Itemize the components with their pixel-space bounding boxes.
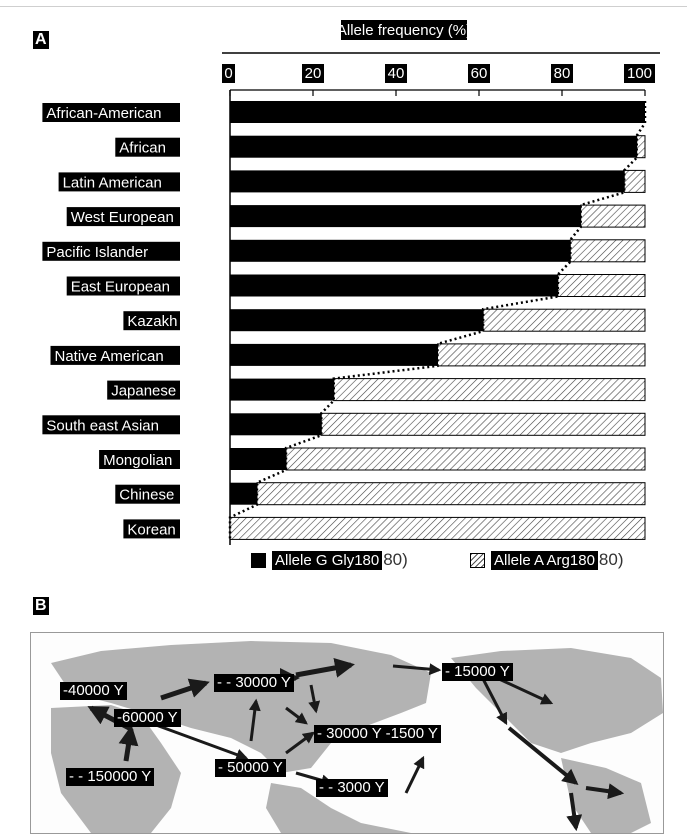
bar-arg180: [558, 275, 645, 297]
panel-a-label: A: [35, 31, 47, 48]
map-label-30000-north: - - 30000 Y: [214, 674, 294, 692]
bar-gly180: [230, 309, 483, 331]
category-label: Korean: [127, 521, 176, 539]
legend-swatch-hatched: [470, 553, 485, 568]
category-label: South east Asian: [46, 417, 159, 435]
bar-gly180: [230, 205, 581, 227]
category-label: Pacific Islander: [46, 243, 149, 261]
bar-arg180: [334, 379, 645, 401]
bar-arg180: [257, 483, 645, 505]
category-label: East European: [70, 278, 170, 296]
bar-gly180: [230, 136, 637, 158]
category-label: Native American: [54, 347, 164, 365]
bar-gly180: [230, 448, 286, 470]
migration-arrow: [406, 758, 423, 793]
category-label: Mongolian: [103, 452, 173, 469]
map-label-150000: - - 150000 Y: [66, 768, 154, 786]
legend-tail-gly180: 80): [383, 550, 408, 569]
bar-arg180: [581, 205, 645, 227]
map-label-3000: - - 3000 Y: [316, 779, 388, 797]
map-label-15000: - 15000 Y: [442, 663, 513, 681]
x-tick-label: 100: [626, 65, 653, 82]
category-label: Japanese: [111, 382, 177, 400]
x-tick-label: 0: [224, 65, 233, 82]
bar-arg180: [230, 517, 645, 539]
category-label: Kazakh: [127, 313, 178, 331]
legend-swatch-solid: [251, 553, 266, 568]
panel-b-label: B: [35, 597, 47, 614]
x-tick-label: 40: [387, 65, 405, 82]
map-label-60000: -60000 Y: [114, 709, 181, 727]
bar-gly180: [230, 101, 645, 123]
x-tick-label: 20: [304, 65, 322, 82]
migration-map: [30, 632, 664, 834]
bar-gly180: [230, 483, 257, 505]
bar-arg180: [570, 240, 645, 262]
bar-arg180: [321, 413, 645, 435]
bar-arg180: [624, 170, 645, 192]
bar-gly180: [230, 344, 438, 366]
bar-gly180: [230, 275, 558, 297]
bar-arg180: [483, 309, 645, 331]
x-tick-label: 80: [553, 65, 571, 82]
bar-gly180: [230, 170, 624, 192]
legend-label-arg180: Allele A Arg180: [491, 551, 598, 570]
category-label: African-American: [46, 105, 162, 122]
chart-title: Allele frequency (%): [336, 22, 472, 39]
map-label-40000: -40000 Y: [60, 682, 127, 700]
x-tick-label: 60: [470, 65, 488, 82]
legend-label-gly180: Allele G Gly180: [272, 551, 382, 570]
bar-gly180: [230, 413, 321, 435]
legend-item-arg180: [470, 549, 624, 571]
category-label: Chinese: [119, 486, 175, 504]
category-label: African: [119, 139, 166, 157]
legend-item-gly180: [251, 549, 408, 571]
bar-gly180: [230, 240, 570, 262]
bar-gly180: [230, 379, 334, 401]
bar-arg180: [286, 448, 645, 470]
map-label-50000: - 50000 Y: [215, 759, 286, 777]
bar-arg180: [438, 344, 646, 366]
map-label-30000-1500: - 30000 Y -1500 Y: [314, 725, 441, 743]
legend-tail-arg180: 80): [598, 550, 624, 569]
category-label: Latin American: [62, 174, 162, 192]
category-label: West European: [70, 209, 174, 227]
